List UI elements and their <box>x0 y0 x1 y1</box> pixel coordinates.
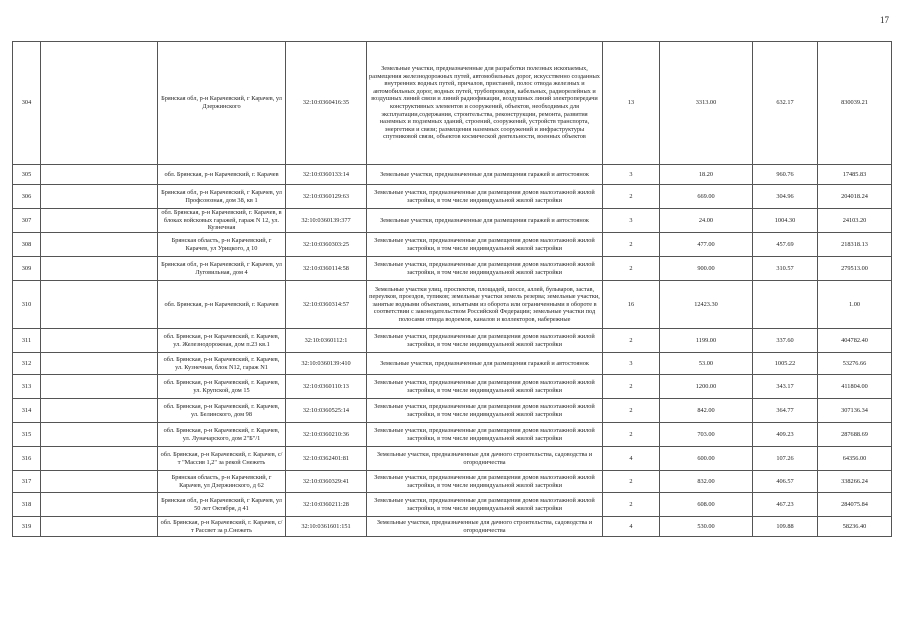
cadastral-number-cell: 32:10:0360211:28 <box>286 493 367 517</box>
land-use-cell: Земельные участки, предназначенные для размещения домов малоэтажной жилой застройки, в том числе индивидуальной жилой застройки <box>367 257 603 281</box>
area-cell: 18.20 <box>660 165 753 185</box>
blank-cell <box>41 281 158 329</box>
use-code-cell: 3 <box>603 209 660 233</box>
address-cell: Брянская обл, р-н Карачевский, г Карачев, ул Профсоюзная, дом 38, кв 1 <box>158 185 286 209</box>
address-cell: обл. Брянская, р-н Карачевский, г. Карачев, ул. Белинского, дом 98 <box>158 399 286 423</box>
address-cell: обл. Брянская, р-н Карачевский, г. Карачев, ул. Кузнечная, блок N12, гараж N1 <box>158 353 286 375</box>
table-row <box>13 517 892 537</box>
address-cell: Брянская обл, р-н Карачевский, г Карачев, ул Луговильная, дом 4 <box>158 257 286 281</box>
cadastral-number-cell: 32:10:0360416:35 <box>286 42 367 165</box>
cadastral-number-cell: 32:10:0360129:63 <box>286 185 367 209</box>
cadastral-number-cell: 32:10:0360114:58 <box>286 257 367 281</box>
specific-value-cell: 632.17 <box>753 42 818 165</box>
use-code-cell: 16 <box>603 281 660 329</box>
table-row <box>13 281 892 329</box>
land-use-cell: Земельные участки, предназначенные для размещения домов малоэтажной жилой застройки, в том числе индивидуальной жилой застройки <box>367 375 603 399</box>
area-cell: 600.00 <box>660 447 753 471</box>
cadastral-number-cell: 32:10:0360525:14 <box>286 399 367 423</box>
specific-value-cell: 960.76 <box>753 165 818 185</box>
use-code-cell: 2 <box>603 471 660 493</box>
row-number-cell: 312 <box>13 353 41 375</box>
table-row <box>13 329 892 353</box>
table-row <box>13 375 892 399</box>
page-number: 17 <box>880 15 889 25</box>
cadastral-number-cell: 32:10:0361601:151 <box>286 517 367 537</box>
blank-cell <box>41 185 158 209</box>
blank-cell <box>41 329 158 353</box>
row-number-cell: 315 <box>13 423 41 447</box>
address-cell: обл. Брянская, р-н Карачевский, г. Карачев, ул. Крупской, дом 15 <box>158 375 286 399</box>
land-use-cell: Земельные участки улиц, проспектов, площадей, шоссе, аллей, бульваров, застав, переулков, проездов, тупиков; земельные участки земель резерва; земельные участки, занятые водными объектами, изъятыми из оборота или ограниченными в обороте в соответствии с законодательством Российской Федерации; земельные участки под полосами отвода водоемов, каналов и коллекторов, набережные <box>367 281 603 329</box>
table-row <box>13 493 892 517</box>
specific-value-cell: 337.60 <box>753 329 818 353</box>
blank-cell <box>41 493 158 517</box>
table-row <box>13 185 892 209</box>
cadastral-value-cell: 284075.84 <box>818 493 892 517</box>
cadastral-value-cell: 1.00 <box>818 281 892 329</box>
cadastral-value-cell: 404782.40 <box>818 329 892 353</box>
cadastral-number-cell: 32:10:0360139:377 <box>286 209 367 233</box>
blank-cell <box>41 447 158 471</box>
use-code-cell: 2 <box>603 375 660 399</box>
cadastral-value-cell: 58236.40 <box>818 517 892 537</box>
row-number-cell: 305 <box>13 165 41 185</box>
blank-cell <box>41 353 158 375</box>
area-cell: 3313.00 <box>660 42 753 165</box>
area-cell: 832.00 <box>660 471 753 493</box>
cadastral-value-cell: 338266.24 <box>818 471 892 493</box>
address-cell: обл. Брянская, р-н Карачевский, г. Карачев, ул. Луначарского, дом 2"Б"/1 <box>158 423 286 447</box>
area-cell: 842.00 <box>660 399 753 423</box>
cadastral-number-cell: 32:10:0362401:81 <box>286 447 367 471</box>
cadastral-number-cell: 32:10:0360329:41 <box>286 471 367 493</box>
cadastral-value-cell: 24103.20 <box>818 209 892 233</box>
area-cell: 900.00 <box>660 257 753 281</box>
row-number-cell: 319 <box>13 517 41 537</box>
specific-value-cell: 1005.22 <box>753 353 818 375</box>
row-number-cell: 311 <box>13 329 41 353</box>
cadastral-value-cell: 204018.24 <box>818 185 892 209</box>
blank-cell <box>41 257 158 281</box>
cadastral-number-cell: 32:10:0360210:36 <box>286 423 367 447</box>
specific-value-cell: 109.88 <box>753 517 818 537</box>
address-cell: обл. Брянская, р-н Карачевский, г. Карачев, с/т "Массив 1,2" за рекой Снежеть <box>158 447 286 471</box>
table-row <box>13 353 892 375</box>
row-number-cell: 313 <box>13 375 41 399</box>
blank-cell <box>41 42 158 165</box>
table-row <box>13 165 892 185</box>
address-cell: Брянская обл, р-н Карачевский, г Карачев, ул Дзержинского <box>158 42 286 165</box>
area-cell: 1200.00 <box>660 375 753 399</box>
specific-value-cell: 406.57 <box>753 471 818 493</box>
land-use-cell: Земельные участки, предназначенные для дачного строительства, садоводства и огородничества <box>367 517 603 537</box>
area-cell: 530.00 <box>660 517 753 537</box>
row-number-cell: 307 <box>13 209 41 233</box>
row-number-cell: 308 <box>13 233 41 257</box>
address-cell: Брянская область, р-н Карачевский, г Карачев, ул Дзержинского, д 62 <box>158 471 286 493</box>
cadastral-value-cell: 411804.00 <box>818 375 892 399</box>
land-use-cell: Земельные участки, предназначенные для размещения гаражей и автостоянок <box>367 353 603 375</box>
table-row <box>13 447 892 471</box>
use-code-cell: 2 <box>603 399 660 423</box>
table-row <box>13 233 892 257</box>
specific-value-cell: 409.23 <box>753 423 818 447</box>
cadastral-value-cell: 64356.00 <box>818 447 892 471</box>
cadastral-value-cell: 53276.66 <box>818 353 892 375</box>
area-cell: 12423.30 <box>660 281 753 329</box>
use-code-cell: 2 <box>603 329 660 353</box>
land-use-cell: Земельные участки, предназначенные для размещения домов малоэтажной жилой застройки, в том числе индивидуальной жилой застройки <box>367 185 603 209</box>
table-row <box>13 42 892 165</box>
blank-cell <box>41 209 158 233</box>
area-cell: 669.00 <box>660 185 753 209</box>
address-cell: обл. Брянская, р-н Карачевский, г. Карачев <box>158 281 286 329</box>
cadastral-number-cell: 32:10:0360139:410 <box>286 353 367 375</box>
area-cell: 703.00 <box>660 423 753 447</box>
use-code-cell: 2 <box>603 185 660 209</box>
cadastral-number-cell: 32:10:0360110:13 <box>286 375 367 399</box>
row-number-cell: 314 <box>13 399 41 423</box>
cadastral-value-cell: 307136.34 <box>818 399 892 423</box>
blank-cell <box>41 471 158 493</box>
address-cell: обл. Брянская, р-н Карачевский, г. Карачев, с/т Рассвет за р.Снежеть <box>158 517 286 537</box>
land-use-cell: Земельные участки, предназначенные для дачного строительства, садоводства и огородничества <box>367 447 603 471</box>
address-cell: Брянская обл, р-н Карачевский, г Карачев, ул 50 лет Октября, д 41 <box>158 493 286 517</box>
land-use-cell: Земельные участки, предназначенные для размещения гаражей и автостоянок <box>367 209 603 233</box>
cadastral-number-cell: 32:10:0360133:14 <box>286 165 367 185</box>
land-use-cell: Земельные участки, предназначенные для размещения домов малоэтажной жилой застройки, в том числе индивидуальной жилой застройки <box>367 493 603 517</box>
specific-value-cell: 467.23 <box>753 493 818 517</box>
area-cell: 1199.00 <box>660 329 753 353</box>
land-use-cell: Земельные участки, предназначенные для размещения домов малоэтажной жилой застройки, в том числе индивидуальной жилой застройки <box>367 399 603 423</box>
address-cell: обл. Брянская, р-н Карачевский, г. Карачев, в блоках войсковых гаражей, гараж N 12, ул. Кузнечная <box>158 209 286 233</box>
blank-cell <box>41 375 158 399</box>
specific-value-cell: 304.96 <box>753 185 818 209</box>
use-code-cell: 3 <box>603 165 660 185</box>
table-row <box>13 257 892 281</box>
cadastral-value-cell: 17485.83 <box>818 165 892 185</box>
area-cell: 53.00 <box>660 353 753 375</box>
blank-cell <box>41 233 158 257</box>
table-row <box>13 471 892 493</box>
use-code-cell: 4 <box>603 447 660 471</box>
use-code-cell: 2 <box>603 233 660 257</box>
table-row <box>13 209 892 233</box>
table-row <box>13 423 892 447</box>
specific-value-cell: 457.69 <box>753 233 818 257</box>
land-use-cell: Земельные участки, предназначенные для размещения домов малоэтажной жилой застройки, в том числе индивидуальной жилой застройки <box>367 233 603 257</box>
area-cell: 608.00 <box>660 493 753 517</box>
blank-cell <box>41 165 158 185</box>
use-code-cell: 2 <box>603 257 660 281</box>
row-number-cell: 316 <box>13 447 41 471</box>
cadastral-number-cell: 32:10:0360303:25 <box>286 233 367 257</box>
use-code-cell: 2 <box>603 423 660 447</box>
address-cell: обл. Брянская, р-н Карачевский, г. Карачев, ул. Железнодорожная, дом п.23 кв.1 <box>158 329 286 353</box>
row-number-cell: 304 <box>13 42 41 165</box>
use-code-cell: 4 <box>603 517 660 537</box>
blank-cell <box>41 399 158 423</box>
row-number-cell: 306 <box>13 185 41 209</box>
cadastral-number-cell: 32:10:0360112:1 <box>286 329 367 353</box>
cadastral-value-cell: 279513.00 <box>818 257 892 281</box>
specific-value-cell: 364.77 <box>753 399 818 423</box>
cadastral-value-cell: 218318.13 <box>818 233 892 257</box>
cadastral-value-cell: 287688.69 <box>818 423 892 447</box>
area-cell: 24.00 <box>660 209 753 233</box>
cadastral-value-cell: 830039.21 <box>818 42 892 165</box>
land-use-cell: Земельные участки, предназначенные для размещения домов малоэтажной жилой застройки, в том числе индивидуальной жилой застройки <box>367 471 603 493</box>
land-use-cell: Земельные участки, предназначенные для разработки полезных ископаемых, размещения железнодорожных путей, автомобильных дорог, искусственно созданных внутренних водных путей, причалов, пристаней, полос отвода железных и автомобильных дорог, водных путей, трубопроводов, кабельных, радиорелейных и воздушных линий связи и линий радиофикации, воздушных линий электропередачи конструктивных элементов и сооружений, объектов, необходимых для эксплуатации,содержания, строительства, реконструкции, ремонта, развития наземных и подземных зданий, строений, сооружений, устройств транспорта, энергетики и связи; размещения наземных сооружений и инфраструктуры спутниковой связи, объектов космической деятельности, военных объектов <box>367 42 603 165</box>
row-number-cell: 318 <box>13 493 41 517</box>
cadastral-number-cell: 32:10:0360314:57 <box>286 281 367 329</box>
specific-value-cell: 1004.30 <box>753 209 818 233</box>
row-number-cell: 317 <box>13 471 41 493</box>
address-cell: обл. Брянская, р-н Карачевский, г. Карачев <box>158 165 286 185</box>
specific-value-cell: 107.26 <box>753 447 818 471</box>
cadastral-value-table <box>12 41 892 537</box>
address-cell: Брянская область, р-н Карачевский, г Карачев, ул Урицкого, д 10 <box>158 233 286 257</box>
land-use-cell: Земельные участки, предназначенные для размещения домов малоэтажной жилой застройки, в том числе индивидуальной жилой застройки <box>367 329 603 353</box>
area-cell: 477.00 <box>660 233 753 257</box>
use-code-cell: 2 <box>603 493 660 517</box>
row-number-cell: 310 <box>13 281 41 329</box>
land-use-cell: Земельные участки, предназначенные для размещения гаражей и автостоянок <box>367 165 603 185</box>
blank-cell <box>41 517 158 537</box>
blank-cell <box>41 423 158 447</box>
use-code-cell: 13 <box>603 42 660 165</box>
specific-value-cell: 310.57 <box>753 257 818 281</box>
specific-value-cell: 343.17 <box>753 375 818 399</box>
table-row <box>13 399 892 423</box>
use-code-cell: 3 <box>603 353 660 375</box>
land-use-cell: Земельные участки, предназначенные для размещения домов малоэтажной жилой застройки, в том числе индивидуальной жилой застройки <box>367 423 603 447</box>
row-number-cell: 309 <box>13 257 41 281</box>
specific-value-cell <box>753 281 818 329</box>
